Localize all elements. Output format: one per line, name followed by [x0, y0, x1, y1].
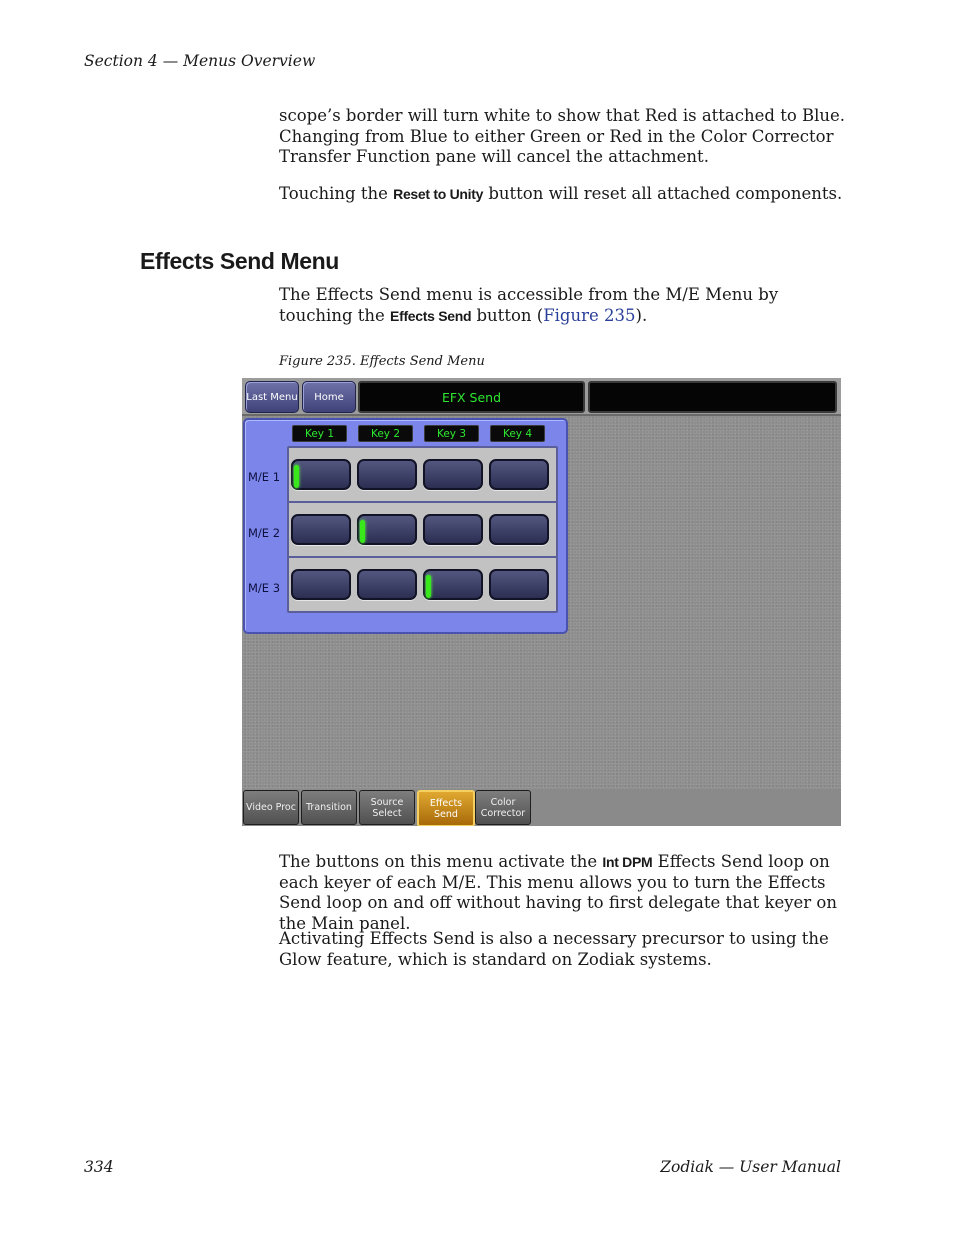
reset-text-before: Touching the [279, 184, 394, 203]
me-1-label: M/E 1 [248, 470, 281, 484]
key-1-header: Key 1 [292, 425, 347, 442]
tab-source-select[interactable]: Source Select [359, 790, 415, 825]
me-3-label: M/E 3 [248, 581, 281, 595]
me-2-label: M/E 2 [248, 526, 281, 540]
me-2-key-1-button[interactable] [291, 514, 351, 545]
me-3-key-1-button[interactable] [291, 569, 351, 600]
menu-tab-bar [242, 789, 841, 826]
int-dpm-term: Int DPM [602, 854, 653, 870]
figure-caption: Figure 235. Effects Send Menu [279, 354, 485, 369]
effects-send-menu-screenshot [242, 378, 841, 826]
me-1-key-4-button[interactable] [489, 459, 549, 490]
page-number: 334 [84, 1158, 114, 1176]
menu-title-box: EFX Send [358, 381, 585, 413]
tab-transition[interactable]: Transition [301, 790, 357, 825]
access-text-before: The Effects Send menu is accessible from the M/E Menu by touching the [279, 285, 779, 325]
home-button[interactable]: Home [302, 381, 356, 413]
access-text-after: ). [635, 305, 648, 325]
me-3-key-4-button[interactable] [489, 569, 549, 600]
access-paragraph [279, 285, 849, 326]
key-2-header: Key 2 [358, 425, 413, 442]
menu-secondary-title-box [588, 381, 837, 413]
me-1-row [287, 446, 558, 503]
reset-text-after: button will reset all attached components. [483, 184, 843, 203]
section-heading: Effects Send Menu [140, 248, 339, 274]
me-1-key-3-button[interactable] [423, 459, 483, 490]
me-2-key-3-button[interactable] [423, 514, 483, 545]
me-3-row [287, 556, 558, 613]
intro-paragraph: scope’s border will turn white to show that Red is attached to Blue. Changing from Blue to either Green or Red in the Color Corrector Transfer Function pane will cancel the attachment. [279, 106, 846, 166]
key-4-header: Key 4 [490, 425, 545, 442]
int-dpm-text-before: The buttons on this menu activate the [279, 852, 603, 871]
me-1-key-2-button[interactable] [357, 459, 417, 490]
me-3-key-2-button[interactable] [357, 569, 417, 600]
key-3-header: Key 3 [424, 425, 479, 442]
me-2-key-4-button[interactable] [489, 514, 549, 545]
reset-to-unity-term: Reset to Unity [393, 186, 484, 202]
efx-send-panel [243, 418, 568, 634]
me-2-row [287, 501, 558, 558]
reset-paragraph [279, 184, 849, 205]
access-text-mid: button ( [471, 305, 544, 325]
glow-paragraph: Activating Effects Send is also a necessary precursor to using the Glow feature, which is standard on Zodiak systems. [279, 929, 829, 969]
tab-video-proc[interactable]: Video Proc [243, 790, 299, 825]
figure-link[interactable]: Figure 235 [543, 305, 636, 325]
me-3-key-3-button[interactable] [423, 569, 483, 600]
menu-top-bar [242, 378, 841, 416]
running-header: Section 4 — Menus Overview [84, 52, 316, 70]
me-2-key-2-button[interactable] [357, 514, 417, 545]
last-menu-button[interactable]: Last Menu [245, 381, 299, 413]
int-dpm-text-after: Effects Send loop on each keyer of each M/E. This menu allows you to turn the Effects Send loop on and off without having to first delegate that keyer on the Main panel. [279, 852, 837, 933]
tab-effects-send[interactable]: Effects Send [417, 790, 475, 826]
tab-color-corrector[interactable]: Color Corrector [475, 790, 531, 825]
effects-send-term: Effects Send [390, 307, 472, 324]
int-dpm-paragraph [279, 852, 849, 934]
footer-title: Zodiak — User Manual [660, 1158, 841, 1176]
me-1-key-1-button[interactable] [291, 459, 351, 490]
